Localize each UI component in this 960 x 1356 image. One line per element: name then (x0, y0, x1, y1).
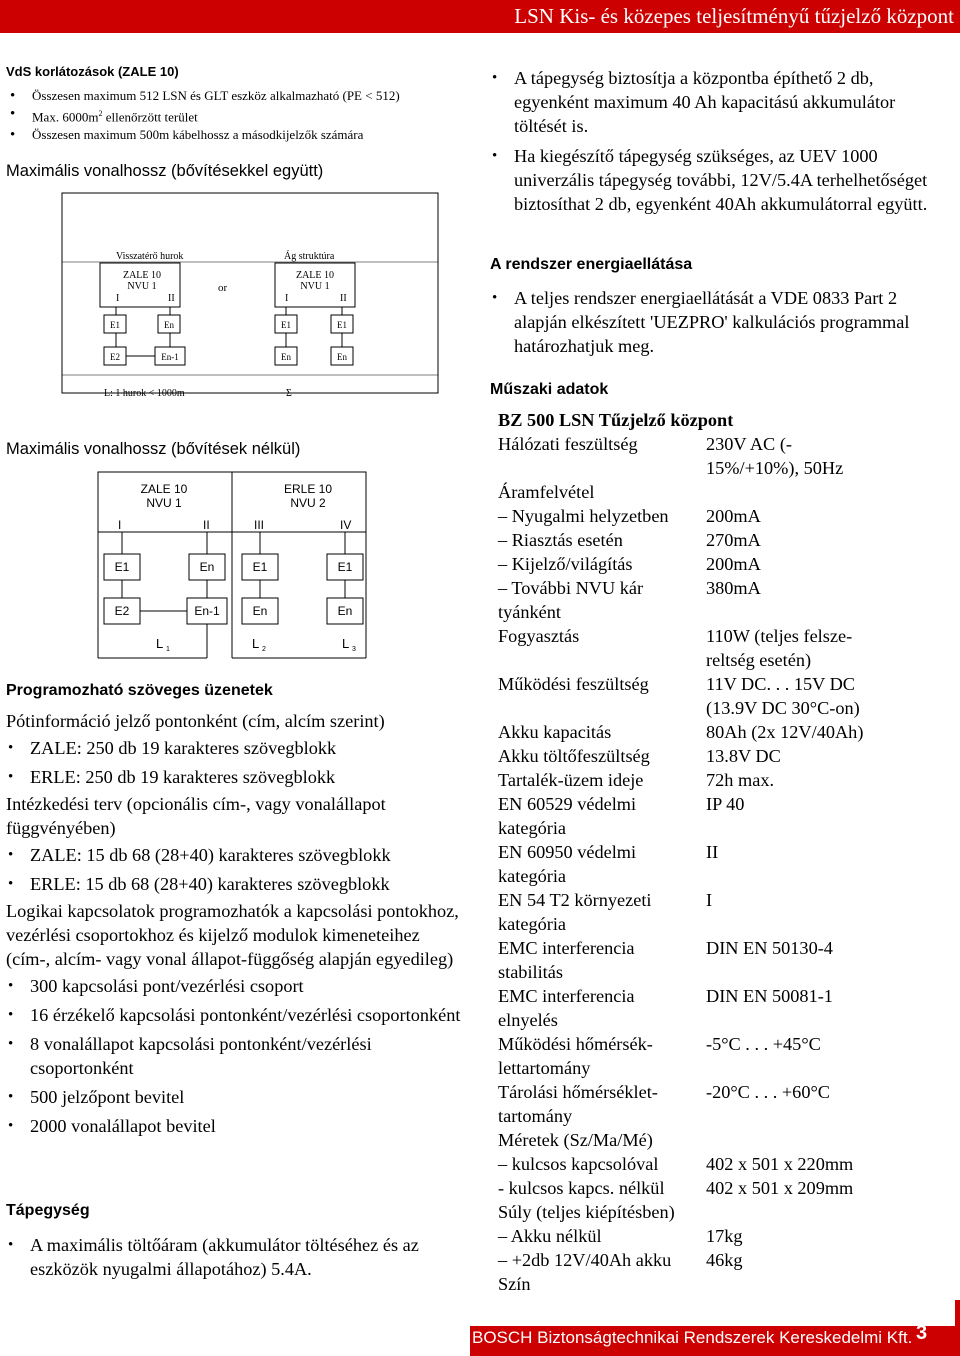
spec-value: 46kg (706, 1250, 743, 1270)
spec-row (498, 1056, 938, 1080)
cell-label: E1 (252, 560, 268, 574)
spec-label: elnyelés (498, 1010, 558, 1030)
cell-label: E1 (114, 560, 130, 574)
list-item: • 300 kapcsolási pont/vezérlési csoport (6, 974, 466, 998)
list-item: • A teljes rendszer energiaellátását a VDE 0833 Part 2 alapján elkészített 'UEZPRO' kalkulációs programmal határozhatjuk meg. (490, 286, 945, 358)
energy-title: A rendszer energiaellátása (490, 256, 693, 273)
spec-label: Hálózati feszültség (498, 434, 638, 454)
list-item: • 500 jelzőpont bevitel (6, 1085, 466, 1109)
roman-label: III (254, 518, 265, 532)
spec-label: EN 54 T2 környezeti (498, 890, 652, 910)
spec-row (498, 888, 938, 912)
spec-label: – Riasztás esetén (498, 530, 623, 550)
list-item: • A tápegység biztosítja a központba építhető 2 db, egyenként maximum 40 Ah kapacitású akkumulátor töltését is. (490, 66, 945, 138)
cell-label: E1 (110, 320, 120, 330)
spec-row (498, 696, 938, 720)
spec-value: DIN EN 50081-1 (706, 986, 833, 1006)
spec-label: Súly (teljes kiépítésben) (498, 1202, 675, 1222)
spec-row (498, 912, 938, 936)
roman-label: II (340, 293, 347, 304)
cell-label: En-1 (161, 352, 179, 362)
cell-label: En (281, 352, 291, 362)
spec-value: (13.9V DC 30°C-on) (706, 698, 860, 718)
spec-label: Akku kapacitás (498, 722, 612, 742)
list-item: • Max. $6000m^2$ ellenőrzött terület (8, 105, 458, 126)
spec-row (498, 792, 938, 816)
spec-label: Áramfelvétel (498, 482, 595, 502)
spec-label: – Akku nélkül (498, 1226, 602, 1246)
spec-row (498, 504, 938, 528)
spec-row (498, 456, 938, 480)
spec-value: 110W (teljes felsze- (706, 626, 853, 646)
spec-value: 80Ah (2x 12V/40Ah) (706, 722, 864, 742)
spec-row (498, 528, 938, 552)
roman-label: IV (340, 518, 352, 532)
spec-row (498, 1032, 938, 1056)
box-label: NVU 1 (146, 496, 182, 510)
paragraph: Intézkedési terv (opcionális cím-, vagy vonalállapot függvényében) (6, 794, 386, 838)
list (6, 843, 466, 896)
spec-label: tartomány (498, 1106, 573, 1126)
spec-value: I (706, 890, 713, 910)
roman-label: II (203, 518, 210, 532)
tech-title: Műszaki adatok (490, 381, 609, 398)
length-index: 2 (262, 646, 266, 653)
box-label: ZALE 10 (122, 270, 162, 281)
spec-label: – +2db 12V/40Ah akku (498, 1250, 672, 1270)
list-item: • Összesen maximum 512 LSN és GLT eszköz alkalmazható (PE < 512) (8, 87, 458, 105)
power-title: Tápegység (6, 1202, 90, 1219)
spec-row (498, 480, 938, 504)
spec-row (498, 840, 938, 864)
paragraph: Logikai kapcsolatok programozhatók a kapcsolási pontokhoz, vezérlési csoportokhoz és kijelző modulok kimeneteihez (cím-, alcím- vagy vonal állapot-függőség alapján egyedileg) (6, 901, 459, 969)
spec-value: 15%/+10%), 50Hz (706, 458, 844, 478)
diagram1-right-title: Ág struktúra (284, 251, 335, 262)
cell-label: En (164, 320, 174, 330)
page-number: 3 (916, 1322, 928, 1344)
messages-title: Programozható szöveges üzenetek (6, 682, 273, 699)
list (6, 736, 466, 789)
spec-row (498, 432, 938, 456)
spec-table (498, 408, 938, 1296)
list-item: • 8 vonalállapot kapcsolási pontonként/vezérlési csoportonként (6, 1032, 466, 1080)
diagram2 (90, 470, 390, 660)
cell-label: E2 (110, 352, 120, 362)
energy-list (490, 286, 945, 358)
list-item: • A maximális töltőáram (akkumulátor töltéséhez és az eszközök nyugalmi állapotához) 5.4A. (6, 1233, 466, 1281)
spec-label: Működési feszültség (498, 674, 649, 694)
messages-body (6, 709, 466, 1141)
spec-label: Méretek (Sz/Ma/Mé) (498, 1130, 653, 1150)
length-label: L (252, 636, 260, 651)
length-label: L (156, 636, 164, 651)
spec-value: 380mA (706, 578, 761, 598)
spec-row (498, 1224, 938, 1248)
spec-value: 200mA (706, 554, 761, 574)
spec-row (498, 552, 938, 576)
diagram1-left-title: Visszatérő hurok (116, 251, 184, 262)
spec-row (498, 600, 938, 624)
cell-label: E1 (337, 560, 353, 574)
cell-label: E1 (337, 320, 347, 330)
box-label: NVU 1 (300, 281, 330, 292)
vds-title: VdS korlátozások (ZALE 10) (6, 64, 179, 79)
spec-value: DIN EN 50130-4 (706, 938, 833, 958)
list-item: • ZALE: 15 db 68 (28+40) karakteres szövegblokk (6, 843, 466, 867)
list-item: • ERLE: 250 db 19 karakteres szövegblokk (6, 765, 466, 789)
spec-row (498, 816, 938, 840)
box-label: ZALE 10 (295, 270, 335, 281)
spec-value: 200mA (706, 506, 761, 526)
list-item: • 16 érzékelő kapcsolási pontonként/vezérlési csoportonként (6, 1003, 466, 1027)
spec-row (498, 936, 938, 960)
spec-row (498, 1008, 938, 1032)
list-item: • ZALE: 250 db 19 karakteres szövegblokk (6, 736, 466, 760)
spec-value: 13.8V DC (706, 746, 781, 766)
spec-label: lettartomány (498, 1058, 591, 1078)
spec-label: stabilitás (498, 962, 563, 982)
cell-label: E2 (114, 604, 130, 618)
product-name: BZ 500 LSN Tűzjelző központ (498, 410, 734, 430)
spec-label: tyánként (498, 602, 561, 622)
box-label: NVU 1 (127, 281, 157, 292)
roman-label: I (118, 518, 122, 532)
spec-label: – Nyugalmi helyzetben (498, 506, 669, 526)
spec-label: - kulcsos kapcs. nélkül (498, 1178, 665, 1198)
spec-row (498, 576, 938, 600)
or-label: or (218, 282, 228, 294)
list-item: • ERLE: 15 db 68 (28+40) karakteres szövegblokk (6, 872, 466, 896)
spec-value: 230V AC (- (706, 434, 792, 454)
cell-label: En (252, 604, 268, 618)
spec-label: EN 60529 védelmi (498, 794, 637, 814)
spec-value: IP 40 (706, 794, 745, 814)
spec-label: Akku töltőfeszültség (498, 746, 650, 766)
sum-label: Σ (286, 388, 292, 399)
diagram2-title: Maximális vonalhossz (bővítések nélkül) (6, 440, 301, 458)
list-item: • 2000 vonalállapot bevitel (6, 1114, 466, 1138)
cell-label: En (199, 560, 215, 574)
box-label: NVU 2 (290, 496, 326, 510)
footer-side-bar (955, 1300, 960, 1356)
spec-value: 72h max. (706, 770, 775, 790)
spec-label: kategória (498, 866, 567, 886)
spec-label: Szín (498, 1274, 531, 1294)
cell-label: E1 (281, 320, 291, 330)
spec-label: Tartalék-üzem ideje (498, 770, 644, 790)
spec-label: – További NVU kár (498, 578, 644, 598)
spec-row (498, 1152, 938, 1176)
page-header-title: LSN Kis- és közepes teljesítményű tűzjelző központ (514, 4, 954, 28)
spec-value: 402 x 501 x 220mm (706, 1154, 854, 1174)
spec-label: Tárolási hőmérséklet- (498, 1082, 658, 1102)
spec-label: – Kijelző/világítás (498, 554, 633, 574)
paragraph: Pótinformáció jelző pontonként (cím, alcím szerint) (6, 711, 385, 731)
spec-row (498, 720, 938, 744)
spec-row (498, 864, 938, 888)
spec-row (498, 1104, 938, 1128)
power-list (6, 1233, 466, 1281)
footer-company: BOSCH Biztonságtechnikai Rendszerek Kereskedelmi Kft. (472, 1328, 913, 1347)
spec-row (498, 672, 938, 696)
spec-value: II (706, 842, 719, 862)
spec-row (498, 1128, 938, 1152)
power-list-continued (490, 66, 945, 216)
spec-row (498, 624, 938, 648)
spec-value: -5°C . . . +45°C (706, 1034, 821, 1054)
cell-label: En (337, 352, 347, 362)
length-index: 3 (352, 646, 356, 653)
spec-label: Fogyasztás (498, 626, 580, 646)
spec-label: EMC interferencia (498, 938, 635, 958)
list-item: • Összesen maximum 500m kábelhossz a másodkijelzők számára (8, 126, 458, 144)
length-index: 1 (166, 646, 170, 653)
spec-label: EN 60950 védelmi (498, 842, 637, 862)
spec-label: Működési hőmérsék- (498, 1034, 653, 1054)
spec-row (498, 960, 938, 984)
list-item: • Ha kiegészítő tápegység szükséges, az UEV 1000 univerzális tápegység további, 12V/5.4A terhelhetőséget biztosíthat 2 db, egyenként 40Ah akkumulátorral együtt. (490, 144, 945, 216)
spec-row (498, 1248, 938, 1272)
length-label: L (342, 636, 350, 651)
spec-row (498, 984, 938, 1008)
spec-value: 270mA (706, 530, 761, 550)
spec-row (498, 768, 938, 792)
spec-row (498, 1080, 938, 1104)
spec-value: 11V DC. . . 15V DC (706, 674, 855, 694)
spec-row (498, 744, 938, 768)
vds-list (8, 87, 458, 144)
list (6, 974, 466, 1138)
cell-label: En-1 (194, 604, 220, 618)
spec-label: – kulcsos kapcsolóval (498, 1154, 659, 1174)
spec-value: -20°C . . . +60°C (706, 1082, 830, 1102)
diagram1 (0, 185, 470, 410)
spec-row (498, 1200, 938, 1224)
roman-label: I (285, 293, 289, 304)
roman-label: I (116, 293, 120, 304)
spec-label: kategória (498, 818, 567, 838)
spec-row (498, 1176, 938, 1200)
spec-rows (498, 432, 938, 1296)
spec-row (498, 648, 938, 672)
roman-label: II (168, 293, 175, 304)
box-label: ERLE 10 (283, 482, 333, 496)
spec-value: 17kg (706, 1226, 743, 1246)
spec-value: reltség esetén) (706, 650, 812, 670)
loop-length-label: L: 1 hurok < 1000m (104, 388, 185, 399)
spec-row (498, 1272, 938, 1296)
spec-value: 402 x 501 x 209mm (706, 1178, 854, 1198)
box-label: ZALE 10 (140, 482, 188, 496)
spec-label: kategória (498, 914, 567, 934)
diagram1-title: Maximális vonalhossz (bővítésekkel együtt) (6, 162, 324, 180)
spec-label: EMC interferencia (498, 986, 635, 1006)
cell-label: En (337, 604, 353, 618)
